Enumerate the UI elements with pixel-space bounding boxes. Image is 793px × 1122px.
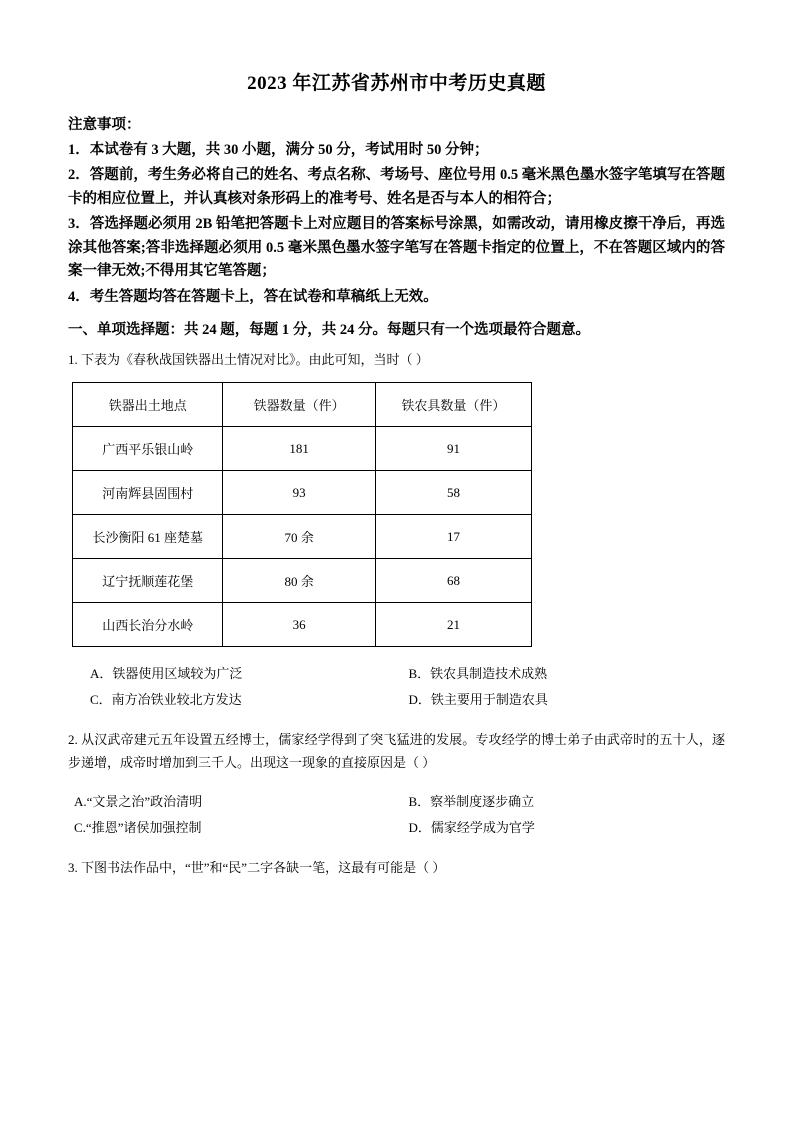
option-c[interactable]: C．南方冶铁业较北方发达 bbox=[90, 692, 242, 708]
table-cell: 山西长治分水岭 bbox=[73, 603, 223, 647]
notice-item-2: 2．答题前，考生务必将自己的姓名、考点名称、考场号、座位号用 0.5 毫米黑色墨水签字笔填写在答题卡的相应位置上，并认真核对条形码上的准考号、姓名是否与本人的相符合； bbox=[68, 167, 725, 207]
table-cell: 河南辉县固围村 bbox=[73, 471, 223, 515]
table-cell: 21 bbox=[375, 603, 531, 647]
question-3-stem: 3. 下图书法作品中，“世”和“民”二字各缺一笔，这最有可能是（ ） bbox=[68, 859, 446, 875]
table-header-row bbox=[73, 383, 532, 427]
option-row bbox=[68, 687, 725, 713]
table-header-cell: 铁器数量（件） bbox=[223, 383, 375, 427]
option-row bbox=[68, 815, 725, 841]
section-heading: 一、单项选择题：共 24 题，每题 1 分，共 24 分。每题只有一个选项最符合题意。 bbox=[68, 322, 590, 339]
table-cell: 广西平乐银山岭 bbox=[73, 427, 223, 471]
table-cell: 辽宁抚顺莲花堡 bbox=[73, 559, 223, 603]
option-b[interactable]: B．察举制度逐步确立 bbox=[408, 793, 535, 809]
table-row bbox=[73, 427, 532, 471]
table-cell: 93 bbox=[223, 471, 375, 515]
table-cell: 68 bbox=[375, 559, 531, 603]
notice-item-4: 4．考生答题均答在答题卡上，答在试卷和草稿纸上无效。 bbox=[68, 288, 438, 305]
table-cell: 长沙衡阳 61 座楚墓 bbox=[73, 515, 223, 559]
table-row bbox=[73, 559, 532, 603]
notice-item-1: 1．本试卷有 3 大题，共 30 小题，满分 50 分，考试用时 50 分钟； bbox=[68, 142, 489, 158]
table-cell: 58 bbox=[375, 471, 531, 515]
question-1-options bbox=[68, 661, 725, 713]
option-d[interactable]: D．铁主要用于制造农具 bbox=[408, 692, 548, 708]
option-a[interactable]: A.“文景之治”政治清明 bbox=[74, 793, 203, 809]
table-cell: 17 bbox=[375, 515, 531, 559]
table-cell: 80 余 bbox=[223, 559, 375, 603]
notice-heading: 注意事项： bbox=[68, 117, 141, 133]
page-title: 2023 年江苏省苏州市中考历史真题 bbox=[247, 73, 546, 94]
table-cell: 181 bbox=[223, 427, 375, 471]
notice-item-3: 3．答选择题必须用 2B 铅笔把答题卡上对应题目的答案标号涂黑，如需改动，请用橡皮擦干净后，再选涂其他答案;答非选择题必须用 0.5 毫米黑色墨水签字笔写在答题卡指定的位置上，不在答题区域内的答案一律无效;不得用其它笔答题； bbox=[68, 216, 725, 280]
question-1-table bbox=[72, 382, 532, 647]
option-row bbox=[68, 661, 725, 687]
option-b[interactable]: B．铁农具制造技术成熟 bbox=[408, 666, 548, 682]
option-row bbox=[68, 789, 725, 815]
table-row bbox=[73, 603, 532, 647]
option-a[interactable]: A．铁器使用区域较为广泛 bbox=[90, 666, 243, 682]
table-header-cell: 铁农具数量（件） bbox=[375, 383, 531, 427]
table-cell: 91 bbox=[375, 427, 531, 471]
question-2-options bbox=[68, 789, 725, 841]
option-d[interactable]: D．儒家经学成为官学 bbox=[408, 819, 535, 835]
table-row bbox=[73, 471, 532, 515]
question-1-stem: 1. 下表为《春秋战国铁器出土情况对比》。由此可知，当时（ ） bbox=[68, 352, 429, 368]
option-c[interactable]: C.“推恩”诸侯加强控制 bbox=[74, 819, 202, 835]
question-2-stem: 2. 从汉武帝建元五年设置五经博士，儒家经学得到了突飞猛进的发展。专攻经学的博士弟子由武帝时的五十人，逐步递增，成帝时增加到三千人。出现这一现象的直接原因是（ ） bbox=[68, 732, 725, 770]
table-cell: 70 余 bbox=[223, 515, 375, 559]
table-row bbox=[73, 515, 532, 559]
table-header-cell: 铁器出土地点 bbox=[73, 383, 223, 427]
table-cell: 36 bbox=[223, 603, 375, 647]
